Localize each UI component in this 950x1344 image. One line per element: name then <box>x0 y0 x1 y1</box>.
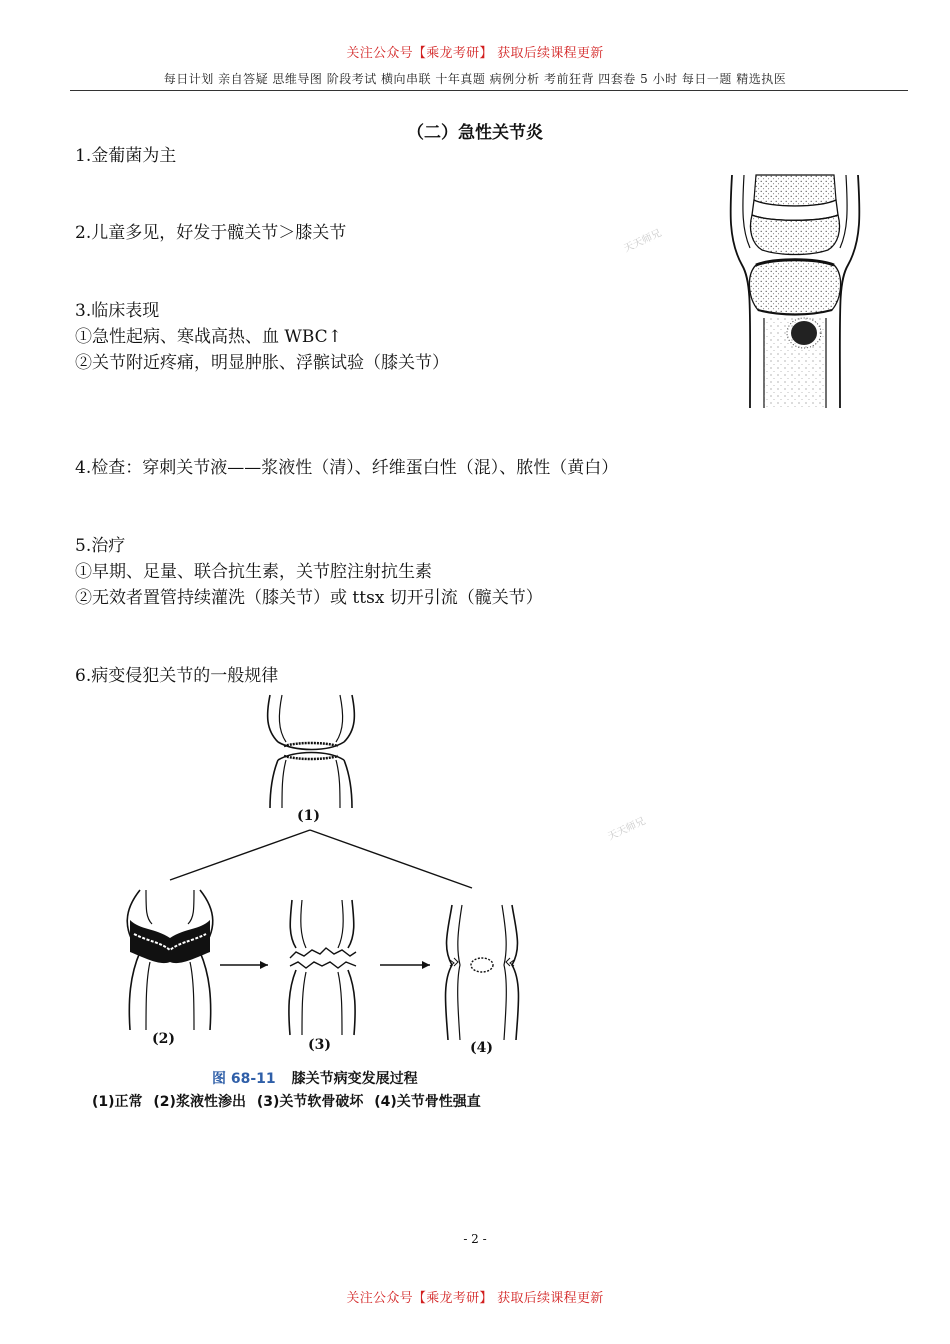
point-2: 2.儿童多见，好发于髋关节＞膝关节 <box>75 223 347 243</box>
section-title: （二）急性关节炎 <box>407 123 543 143</box>
point-5: 5.治疗 <box>75 536 126 556</box>
figure-label-2: (2) <box>152 1031 175 1047</box>
header-features: 每日计划 亲自答疑 思维导图 阶段考试 横向串联 十年真题 病例分析 考前狂背 四套卷 5 小时 每日一题 精选执医 <box>163 72 787 86</box>
knee-normal-diagram <box>268 695 355 808</box>
knee-bony-ankylosis-diagram <box>446 905 519 1040</box>
figure-title: 膝关节病变发展过程 <box>291 1071 418 1087</box>
figure-number: 图 68-11 <box>212 1071 276 1087</box>
bone-lesion-illustration <box>720 170 870 410</box>
watermark: 天天师兄 <box>606 815 648 843</box>
point-3: 3.临床表现 <box>75 301 160 321</box>
point-3a: ①急性起病、寒战高热、血 WBC↑ <box>75 327 342 347</box>
point-6: 6.病变侵犯关节的一般规律 <box>75 666 279 686</box>
point-5a: ①早期、足量、联合抗生素，关节腔注射抗生素 <box>75 562 432 582</box>
page-number: - 2 - <box>463 1232 487 1246</box>
knee-serous-effusion-diagram <box>127 890 213 1030</box>
knee-pathology-figure <box>100 690 540 1070</box>
header-divider <box>70 90 908 91</box>
point-5b: ②无效者置管持续灌洗（膝关节）或 ttsx 切开引流（髋关节） <box>75 588 543 608</box>
footer-promo: 关注公众号【乘龙考研】 获取后续课程更新 <box>346 1291 604 1306</box>
knee-cartilage-destruction-diagram <box>289 900 356 1035</box>
figure-label-4: (4) <box>470 1040 493 1056</box>
header-promo: 关注公众号【乘龙考研】 获取后续课程更新 <box>346 46 604 61</box>
point-1: 1.金葡菌为主 <box>75 146 177 166</box>
watermark: 天天师兄 <box>622 227 664 255</box>
point-3b: ②关节附近疼痛，明显肿胀、浮髌试验（膝关节） <box>75 353 449 373</box>
point-4: 4.检查：穿刺关节液——浆液性（清）、纤维蛋白性（混）、脓性（黄白） <box>75 458 619 478</box>
figure-label-3: (3) <box>308 1037 331 1053</box>
figure-label-1: (1) <box>297 808 320 824</box>
figure-caption-legend: (1)正常 (2)浆液性渗出 (3)关节软骨破坏 (4)关节骨性强直 <box>92 1094 481 1110</box>
figure-caption-title <box>212 1068 418 1088</box>
